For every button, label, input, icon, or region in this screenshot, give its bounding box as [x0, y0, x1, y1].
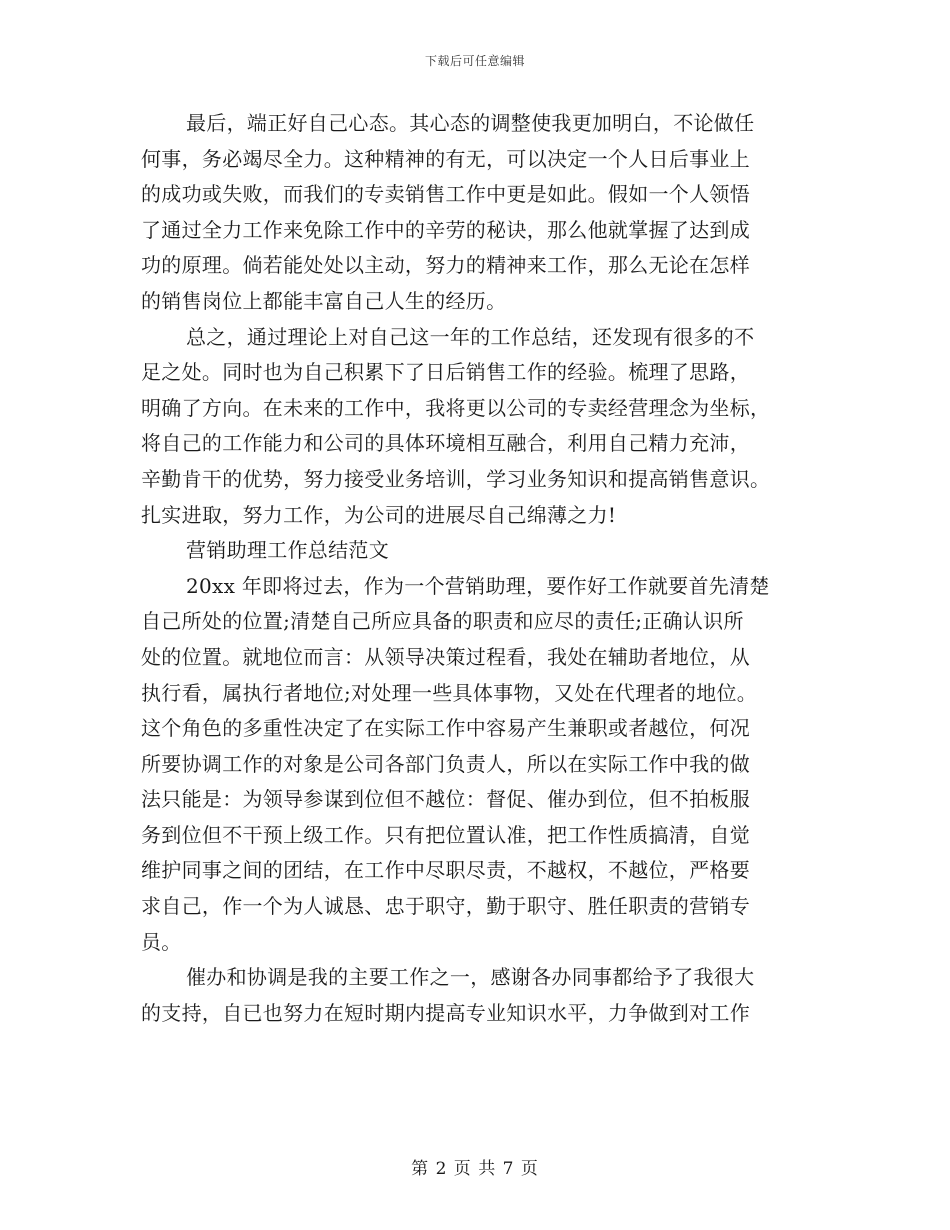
document-body	[141, 106, 809, 1031]
text-line: 辛勤肯干的优势，努力接受业务培训，学习业务知识和提高销售意识。	[141, 466, 771, 491]
text-line: 最后，端正好自己心态。其心态的调整使我更加明白，不论做任	[186, 111, 755, 135]
text-line: 的支持，自已也努力在短时期内提高专业知识水平，力争做到对工作	[141, 1000, 750, 1025]
paragraph	[141, 960, 809, 1031]
text-line: 了通过全力工作来免除工作中的辛劳的秘诀，那么他就掌握了达到成	[141, 217, 750, 242]
text-line: 足之处。同时也为自己积累下了日后销售工作的经验。梳理了思路，	[141, 360, 750, 385]
text-line: 功的原理。倘若能处处以主动，努力的精神来工作，那么无论在怎样	[141, 253, 750, 278]
text-line: 的成功或失败，而我们的专卖销售工作中更是如此。假如一个人领悟	[141, 182, 750, 207]
text-line: 员。	[141, 929, 182, 954]
text-line: 求自己，作一个为人诚恳、忠于职守，勤于职守、胜任职责的营销专	[141, 894, 750, 919]
paragraph	[141, 320, 809, 534]
text-line: 营销助理工作总结范文	[186, 538, 389, 563]
text-line: 的销售岗位上都能丰富自己人生的经历。	[141, 288, 507, 313]
text-line: 所要协调工作的对象是公司各部门负责人，所以在实际工作中我的做	[141, 751, 750, 776]
text-line: 执行看，属执行者地位;对处理一些具体事物，又处在代理者的地位。	[141, 680, 758, 705]
text-line: 何事，务必竭尽全力。这种精神的有无，可以决定一个人日后事业上	[141, 146, 750, 171]
text-line: 处的位置。就地位而言：从领导决策过程看，我处在辅助者地位，从	[141, 644, 750, 669]
text-line: 法只能是：为领导参谋到位但不越位：督促、催办到位，但不拍板服	[141, 787, 750, 812]
text-line: 这个角色的多重性决定了在实际工作中容易产生兼职或者越位，何况	[141, 716, 750, 741]
text-line: 扎实进取，努力工作，为公司的进展尽自己绵薄之力!	[141, 502, 617, 527]
text-line: 务到位但不干预上级工作。只有把位置认准，把工作性质搞清，自觉	[141, 822, 750, 847]
text-line: 维护同事之间的团结，在工作中尽职尽责，不越权，不越位，严格要	[141, 858, 750, 883]
text-line: 总之，通过理论上对自己这一年的工作总结，还发现有很多的不	[186, 324, 755, 349]
text-line: 催办和协调是我的主要工作之一，感谢各办同事都给予了我很大	[186, 965, 755, 990]
text-line: 明确了方向。在未来的工作中，我将更以公司的专卖经营理念为坐标，	[141, 395, 771, 420]
text-line: 20xx 年即将过去，作为一个营销助理，要作好工作就要首先清楚	[186, 573, 770, 598]
paragraph	[141, 106, 809, 320]
section-title	[141, 533, 809, 569]
page-number-footer: 第 2 页 共 7 页	[411, 1159, 539, 1179]
paragraph	[141, 569, 809, 961]
text-line: 自己所处的位置;清楚自己所应具备的职责和应尽的责任;正确认识所	[141, 609, 744, 634]
text-line: 将自己的工作能力和公司的具体环境相互融合，利用自己精力充沛，	[141, 431, 750, 456]
page-header: 下载后可任意编辑	[424, 54, 525, 68]
